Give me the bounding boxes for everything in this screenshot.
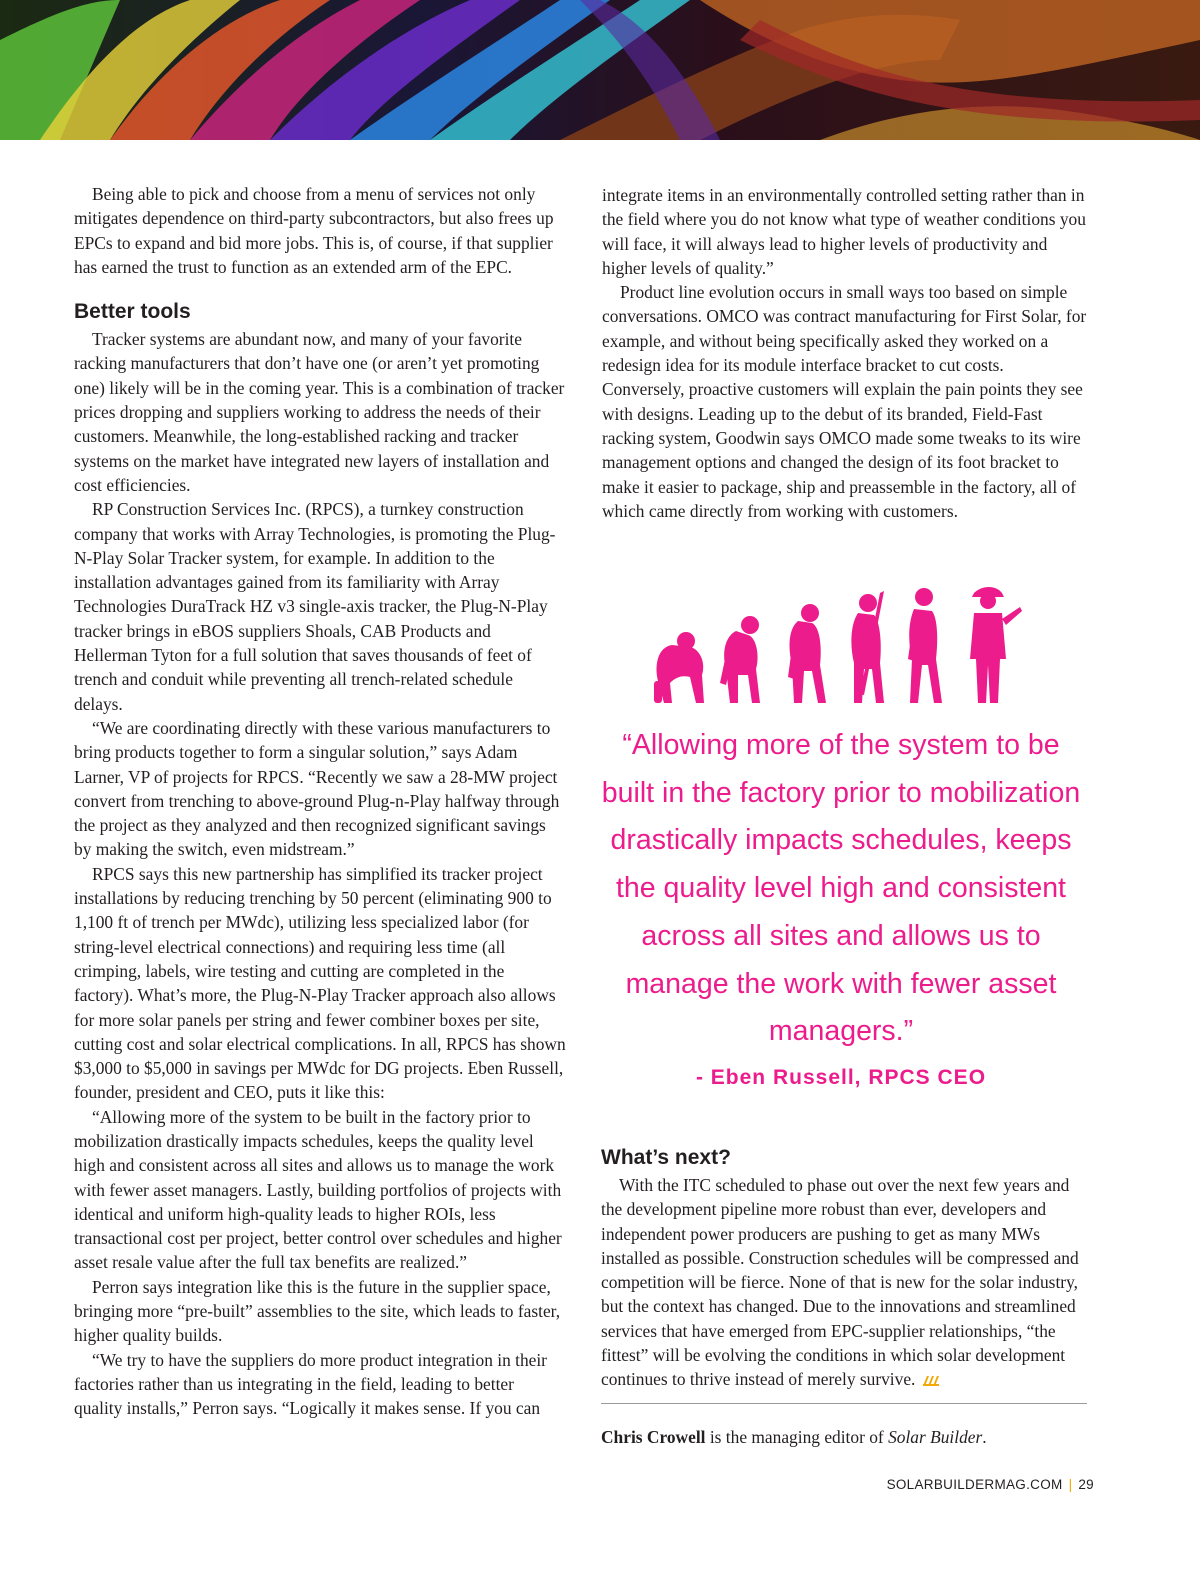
section-heading-better-tools: Better tools [74,300,191,324]
hominid-figure-icon [788,604,826,703]
bio-text: is the managing editor of [705,1427,889,1447]
paragraph: “We are coordinating directly with these various manufacturers to bring products together to form a singular solution,” says Adam Larner, VP of projects for RPCS. “Recently we saw a 28-MW project convert from trenching to above-ground Plug-n-Play halfway through the project as they analyzed and then recognized significant savings by making the switch, even midstream.” [74,717,560,860]
fractal-art-banner [0,0,1200,140]
evolution-of-man-icon [652,585,1022,707]
footer-site: SOLARBUILDERMAG.COM [886,1477,1063,1492]
whats-next-section [601,1146,1089,1392]
paragraph: Being able to pick and choose from a menu of services not only mitigates dependence on third-party subcontractors, but also frees up EPCs to expand and bid more jobs. This is, of course, if that supplier has earned the trust to function as an extended arm of the EPC. [74,184,554,277]
paragraph: “Allowing more of the system to be built in the factory prior to mobilization drastically impacts schedules, keeps the quality level high and consistent across all sites and allows us to manage the work with fewer asset managers. Lastly, building portfolios of projects with identical and uniform high-quality leads to higher ROIs, less transactional cost per project, better control over schedules and higher asset resale value after the full tax benefits are realized.” [74,1106,562,1273]
ape-figure-icon [654,632,704,703]
paragraph: RP Construction Services Inc. (RPCS), a turnkey construction company that works with Array Technologies, is promoting the Plug-N-Play Solar Tracker system, for example. In addition to the installation advantages gained from its familiarity with Array Technologies DuraTrack HZ v3 single-axis tracker, the Plug-N-Play tracker brings in eBOS suppliers Shoals, CAB Products and Hellerman Tyton for a full solution that saves thousands of feet of trench and conduit while preventing all trench-related schedule delays. [74,499,556,714]
author-bio [601,1425,1089,1449]
footer-separator: | [1068,1477,1073,1492]
paragraph: Perron says integration like this is the future in the supplier space, bringing more “pre-built” assemblies to the site, which leads to faster, higher quality builds. [74,1276,561,1346]
paragraph [601,1173,1089,1392]
early-human-figure-icon [908,588,942,703]
pull-quote: “Allowing more of the system to be built in the factory prior to mobilization drastically impacts schedules, keeps the quality level high and consistent across all sites and allows us to manage the work with fewer asset managers.” [601,729,1081,1048]
end-of-article-icon [923,1376,941,1386]
paragraph-text: With the ITC scheduled to phase out over the next few years and the development pipeline more robust than ever, developers and independent power producers are pushing to get as many MWs installed as possible. Construction schedules will be compressed and competition will be fierce. None of that is new for the solar industry, but the context has changed. Due to the innovations and streamlined services that have emerged from EPC-supplier relationships, “the fittest” will be evolving the conditions in which solar development continues to thrive instead of merely survive. [601,1175,1079,1390]
right-column [602,183,1090,523]
author-name: Chris Crowell [601,1427,706,1447]
early-hominid-figure-icon [720,616,760,703]
paragraph: Tracker systems are abundant now, and many of your favorite racking manufacturers that don’t have one (or aren’t yet promoting one) likely will be in the coming year. This is a combination of tracker prices dropping and suppliers working to address the needs of their customers. Meanwhile, the long-established racking and tracker systems on the market have integrated new layers of installation and cost efficiencies. [74,329,565,495]
section-heading-whats-next: What’s next? [601,1146,731,1169]
left-column [74,182,566,1421]
pull-quote-attribution: - Eben Russell, RPCS CEO [695,1066,987,1089]
caveman-with-spear-figure-icon [851,591,884,703]
paragraph: RPCS says this new partnership has simplified its tracker project installations by reducing trenching by 50 percent (eliminating 900 to 1,100 ft of trench per MWdc), utilizing less specialized labor (for string-level electrical connections) and requiring less time (all crimping, labels, wire testing and cutting are completed in the factory). What’s more, the Plug-N-Play Tracker approach also allows for more solar panels per string and fewer combiner boxes per site, cutting cost and solar electrical complications. In all, RPCS has shown $3,000 to $5,000 in savings per MWdc for DG projects. Eben Russell, founder, president and CEO, puts it like this: [74,863,566,1103]
divider [601,1403,1087,1404]
paragraph: Product line evolution occurs in small ways too based on simple conversations. OMCO was contract manufacturing for First Solar, for example, and without being specifically asked they worked on a redesign idea for its module interface bracket to cut costs. Conversely, proactive customers will explain the pain points they see with designs. Leading up to the debut of its branded, Field-Fast racking system, Goodwin says OMCO made some tweaks to its wire management options and changed the design of its foot bracket to make it easier to package, ship and preassemble in the factory, all of which came directly from working with customers. [602,282,1087,521]
header-banner-image [0,0,1200,140]
page-number: 29 [1078,1477,1094,1492]
page-footer [887,1477,1094,1492]
publication-name: Solar Builder [888,1427,983,1447]
engineer-with-hardhat-figure-icon [970,587,1022,703]
bio-end: . [982,1427,987,1447]
paragraph: “We try to have the suppliers do more product integration in their factories rather than us integrating in the field, leading to better quality installs,” Perron says. “Logically it makes sense. If you can [74,1349,547,1419]
paragraph: integrate items in an environmentally controlled setting rather than in the field where you do not know what type of weather conditions you will face, it will always lead to higher levels of productivity and higher levels of quality.” [602,185,1086,278]
